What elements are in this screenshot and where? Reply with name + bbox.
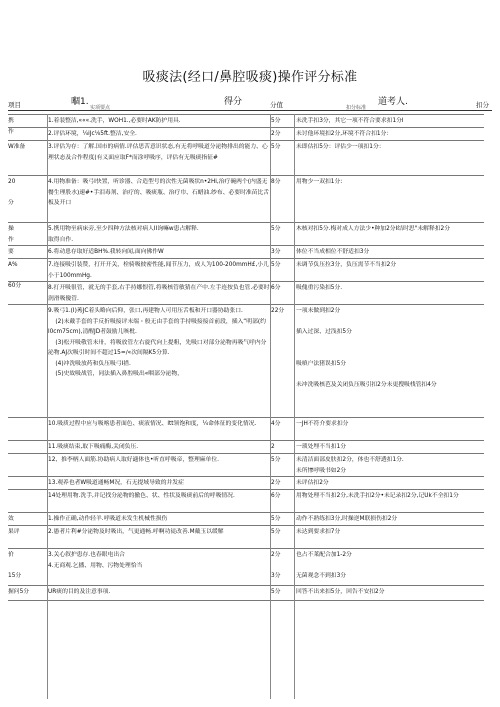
table-row [8, 245, 484, 258]
column-divider [294, 114, 295, 699]
cell-item: 1.着装整洁,«««.洗手，WOH1.,必要时AK防护用具. [48, 118, 181, 124]
cell-item: 7.连接吸引装赞，打开开关，栓骑吸彼密性能,闻节压力，成人为100-200mmH£,小儿小于100mmHg. [48, 262, 269, 279]
cell-score: 5分 [271, 118, 281, 124]
cell-project: 要 [8, 249, 14, 255]
header-grade: 得分 [224, 97, 243, 107]
cell-score: 2分 3分 [271, 552, 281, 579]
page-title: 吸痰法(经口/鼻腔吸痰)操作评分标准 [142, 70, 358, 85]
cell-score: 4分 [271, 421, 281, 427]
cell-project: 果评 [8, 529, 20, 535]
table-row [8, 222, 484, 245]
table-row [8, 548, 484, 585]
cell-deduction-rule: 体位不当成相位不舒适扣3分 [296, 249, 370, 255]
cell-item: 2.评估环境，¼iJc⅛5ft.整洁,安全. [48, 131, 137, 137]
table-header [8, 96, 492, 111]
cell-score: 5分 [271, 529, 281, 535]
cell-item: UR痰的目的及注意事项. [48, 589, 111, 595]
cell-score: 5分 [271, 516, 281, 522]
table-row [8, 175, 484, 222]
cell-deduction-rule: 一项未做到扣2分 插入过深、过浅扣5分 吸嗔户法猪误扣5分 未冲洗吸核芭及关闭负压吸引扣2分未更搜吸栈管扣4分 [296, 308, 437, 388]
table-row [8, 585, 484, 601]
cell-item: 10.吸质过程中应与吸喀患者面色、痰液情况、ltt领饱和度，¼命体征的变化情况. [48, 421, 257, 427]
header-score: 分值 [270, 101, 283, 109]
cell-deduction-rule: 未讨他环境扣2分,环境不符合扣1分： [296, 131, 393, 137]
column-divider [47, 114, 48, 699]
header-examiner-small: 扣分标准 [346, 105, 367, 111]
cell-item: 5.携用物至病床旁,至少四种方法核对病人II询嘛w患占解释. 取得自作. [48, 226, 199, 243]
header-item-big: 嗰1. [71, 97, 89, 107]
cell-deduction-rule: 未调节负压拉3分，负压需节不当扣2分 [296, 262, 397, 268]
cell-score: 2 [271, 444, 275, 450]
cell-project: 握问5分 [8, 589, 30, 595]
cell-project: 效 [8, 516, 14, 522]
cell-score: 5分 [271, 144, 281, 150]
table-row [8, 476, 484, 489]
cell-deduction-rule: 一JH不符介要求扣分 [296, 421, 349, 427]
cell-item: 6.将动患存取好适BH%.我转向闻,面向佛作W [48, 249, 164, 255]
cell-deduction-rule: 未洗手扣3分，其它一项不符合要求扣1分I [296, 118, 404, 124]
table-row [8, 512, 484, 525]
cell-score: 5分 [271, 589, 281, 595]
cell-item: 4.用物准备：吸弓I快置，听诊器、合造型号的次性无菌吸状n•2Hi,治疗碗两个(内盛无餐生理股水)速#•手泪毒剂、治疗的、吸痰瓶、治疗巾、石蜡油.纱布、必要时准苗比舌板及开口 [48, 179, 270, 206]
cell-item: 8.打开吸很管，就无的手套,右手持娜恨管,将吸核管敏猜在产中.左手连按负也管.必要时润滑吸傻管. [48, 285, 270, 302]
cell-deduction-rule: 也占不莱配合加1-2分 无菌观念不到扣3分 [296, 552, 352, 579]
header-deduct: 扣分 [476, 101, 489, 109]
cell-score: 6分 [271, 493, 281, 499]
cell-project: 20 分 [8, 179, 16, 206]
cell-deduction-rule: 一琐处埋不当扣1分 [296, 444, 347, 450]
cell-item: 2.愚者片利#分泌物及时吸出，气更通畅.呼啊功徒改善.M戴玉以缓解 [48, 529, 224, 535]
cell-deduction-rule: 未即估扣5分：评估少一项扣1分： [296, 144, 385, 150]
table-row [8, 140, 484, 175]
cell-item: 3.评估为存：了解.国市的病情.评估思苦意识状态,有无将呼吸道分泌物排出的能力、心理状态及合作程度(有义面应取F*而涂呼吸序，评估有无吸痰指征# [48, 144, 268, 161]
cell-score: 8分 [271, 179, 281, 185]
cell-score: 2分 [271, 480, 281, 486]
table-row [8, 525, 484, 548]
cell-item: 12、推李柄人面筋.协助病人取好適体也•听直呼吸帝，整理麻单位. [48, 457, 219, 463]
cell-score: 6分 [271, 285, 281, 291]
cell-score: 5分 [271, 226, 281, 232]
table-row [8, 453, 484, 476]
cell-item: 3.关心叙护患存.也春眼电出合 4.无商观.乞播、用物、污物处理恰当 [48, 552, 143, 569]
cell-item: 9.吸弓1.(I)莠JC着头略向后仰，张口,再建物人可用压舌板和开口器协助张口. (2)未戴手套的手反折吸接评末端・般无由手套的手持吸接接首前段，插入“明部(约l0cm75cm),清醒JD者鼓励儿咳枇. (3)松开吸敬管未卅，将吸放管左右旋代向上提粗，先吸口对部分泌物再吸气呼内分泌物.AJ次吸引时间不超过15=∕«次间隔K5分算. (4)冲洗吸放药和负压吸弓I措. (5)史故吸战管，同法插入鼻腔吸出«咽部分泌物， [48, 308, 267, 377]
cell-project: A% 60分 [8, 262, 22, 289]
cell-deduction-rule: 吸傀重污染扣5分. [296, 285, 343, 291]
column-divider [270, 114, 271, 699]
table-row [8, 489, 484, 512]
table-row [8, 127, 484, 140]
cell-deduction-rule: 回答不出来扣5分，回告不安扣2分 [296, 589, 385, 595]
table-row [8, 440, 484, 453]
header-item-small: 实项要点 [90, 105, 111, 111]
cell-project: 操 作 [8, 226, 14, 243]
cell-deduction-rule: 木核对扣5分.梅对成人方法少•种加2分I结时思"未解释扣2分 [296, 226, 451, 232]
cell-score: 5分 [271, 457, 281, 463]
cell-deduction-rule: 动作不熟练扣3分,时操逆M联损伤扣2分 [296, 516, 398, 522]
scoring-table [8, 114, 484, 601]
cell-project: 价 15分 [8, 552, 22, 579]
cell-deduction-rule: 未评估扣2分 [296, 480, 329, 486]
cell-score: 2分 [271, 131, 281, 137]
cell-deduction-rule: 未达到要求扣7分 [296, 529, 341, 535]
cell-deduction-rule: 未清洁面部皮肤扣2分，体也不舒透扣1分. 未所惨呼吸书如2分 [296, 457, 404, 474]
cell-item: 13.观养也者W吸道通畅M况，石无提域导致的并发症 [48, 480, 184, 486]
cell-deduction-rule: 用物少一双扣1分: [296, 179, 343, 185]
cell-item: 1.操作正确,动作轻羊.呼吸道未发生机械性损伤 [48, 516, 168, 522]
cell-project: 携 作 [8, 118, 14, 135]
cell-project: W准备 [8, 144, 26, 150]
table-row [8, 281, 484, 304]
cell-score: 3分 [271, 249, 281, 255]
cell-item: 11.吸痰结束,取下吸痛酶,关闭负压. [48, 444, 139, 450]
table-row [8, 304, 484, 417]
cell-deduction-rule: 用物处理不当扣2分,未洗手扣2分•未记录扣2分,记Uk不全扣1分 [296, 493, 459, 499]
header-project: 项目 [8, 101, 21, 109]
header-examiner-big: 道考人. [378, 97, 408, 107]
cell-score: 5分 [271, 262, 281, 268]
table-row [8, 417, 484, 440]
cell-score: 22分 [271, 308, 285, 314]
cell-item: 14处理用物.洗手,并记找分泌物的撤色、状、性状及吸痰前后的呼吸情况. [48, 493, 235, 499]
